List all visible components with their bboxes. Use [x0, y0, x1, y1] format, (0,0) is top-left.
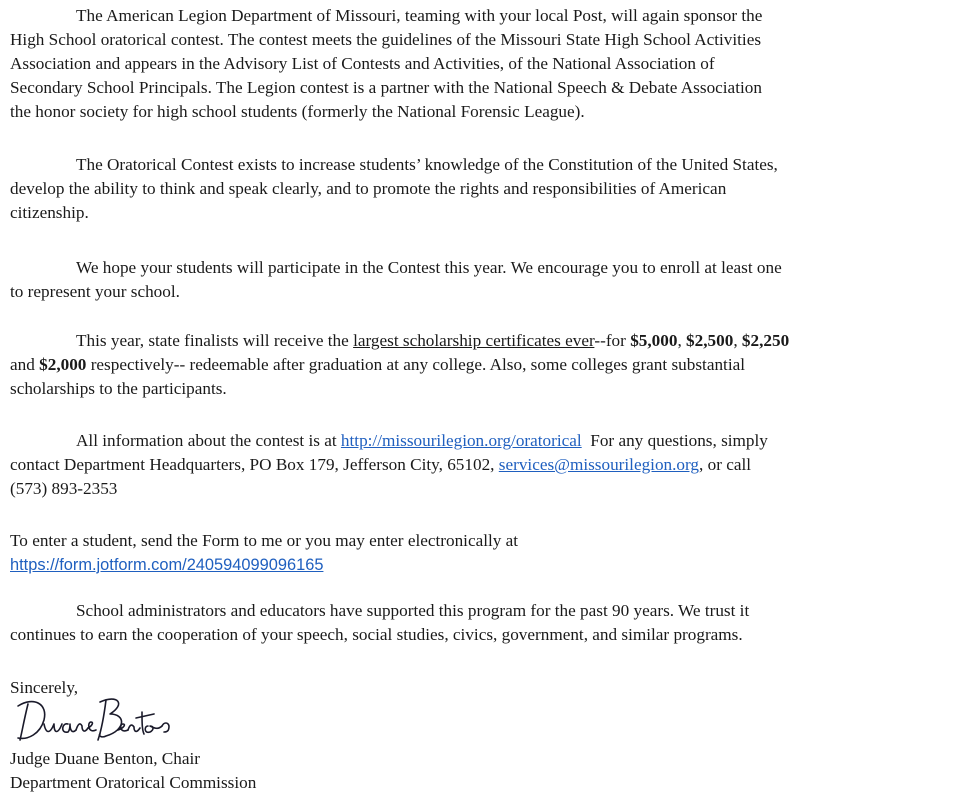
paragraph-1-line-5: the honor society for high school students (formerly the National Forensic League).	[10, 102, 585, 121]
oratorical-link[interactable]: http://missourilegion.org/oratorical	[340, 431, 582, 450]
paragraph-2-line-2: develop the ability to think and speak clearly, and to promote the rights and responsibilities of American	[10, 179, 727, 198]
p4-text: respectively-- redeemable after graduation at any college. Also, some colleges grant substantial	[86, 355, 745, 374]
amount-3: $2,250	[741, 331, 790, 350]
p4-text: This year, state finalists will receive the	[76, 331, 354, 350]
paragraph-1-line-2: High School oratorical contest. The contest meets the guidelines of the Missouri State High School Activities	[10, 30, 762, 49]
email-link[interactable]: services@missourilegion.org	[498, 455, 700, 474]
amount-4: $2,000	[39, 355, 87, 374]
paragraph-3-line-2: to represent your school.	[10, 282, 180, 301]
paragraph-4-line-3: scholarships to the participants.	[10, 379, 227, 398]
paragraph-6-line-2	[10, 553, 955, 578]
jotform-link[interactable]: https://form.jotform.com/240594099096165	[10, 556, 324, 574]
paragraph-1-line-4: Secondary School Principals. The Legion contest is a partner with the National Speech & Debate Association	[10, 78, 762, 97]
p5-text: All information about the contest is at	[76, 431, 341, 450]
p5-text: contact Department Headquarters, PO Box 179, Jefferson City, 65102,	[10, 455, 499, 474]
signer-title: Department Oratorical Commission	[10, 773, 257, 792]
salutation: Sincerely,	[10, 678, 79, 697]
signer-name: Judge Duane Benton, Chair	[10, 749, 200, 768]
amount-1: $5,000	[630, 331, 678, 350]
amount-2: $2,500	[686, 331, 734, 350]
p4-sep: ,	[733, 331, 742, 350]
paragraph-6-line-1: To enter a student, send the Form to me or you may enter electronically at	[10, 531, 519, 550]
paragraph-2-line-3: citizenship.	[10, 203, 89, 222]
paragraph-5-line-2	[10, 453, 955, 477]
p5-text: , or call	[699, 455, 752, 474]
paragraph-1-line-1: The American Legion Department of Missouri, teaming with your local Post, will again sponsor the	[76, 6, 763, 25]
paragraph-5-line-1	[76, 429, 955, 453]
paragraph-2-line-1: The Oratorical Contest exists to increase students’ knowledge of the Constitution of the United States,	[76, 155, 778, 174]
p4-text: and	[10, 355, 40, 374]
p4-text: --for	[594, 331, 631, 350]
paragraph-1-line-3: Association and appears in the Advisory List of Contests and Activities, of the National Association of	[10, 54, 715, 73]
paragraph-4-line-1	[76, 329, 955, 353]
p4-sep: ,	[677, 331, 687, 350]
scholarship-emphasis: largest scholarship certificates ever	[353, 331, 595, 350]
paragraph-7-line-2: continues to earn the cooperation of your speech, social studies, civics, government, and similar programs.	[10, 625, 743, 644]
paragraph-3-line-1: We hope your students will participate in the Contest this year. We encourage you to enroll at least one	[76, 258, 782, 277]
paragraph-7-line-1: School administrators and educators have supported this program for the past 90 years. We trust it	[76, 601, 750, 620]
p5-text: For any questions, simply	[581, 431, 768, 450]
paragraph-4-line-2	[10, 353, 955, 377]
handwritten-signature	[14, 690, 174, 746]
paragraph-5-line-3: (573) 893-2353	[10, 479, 118, 498]
